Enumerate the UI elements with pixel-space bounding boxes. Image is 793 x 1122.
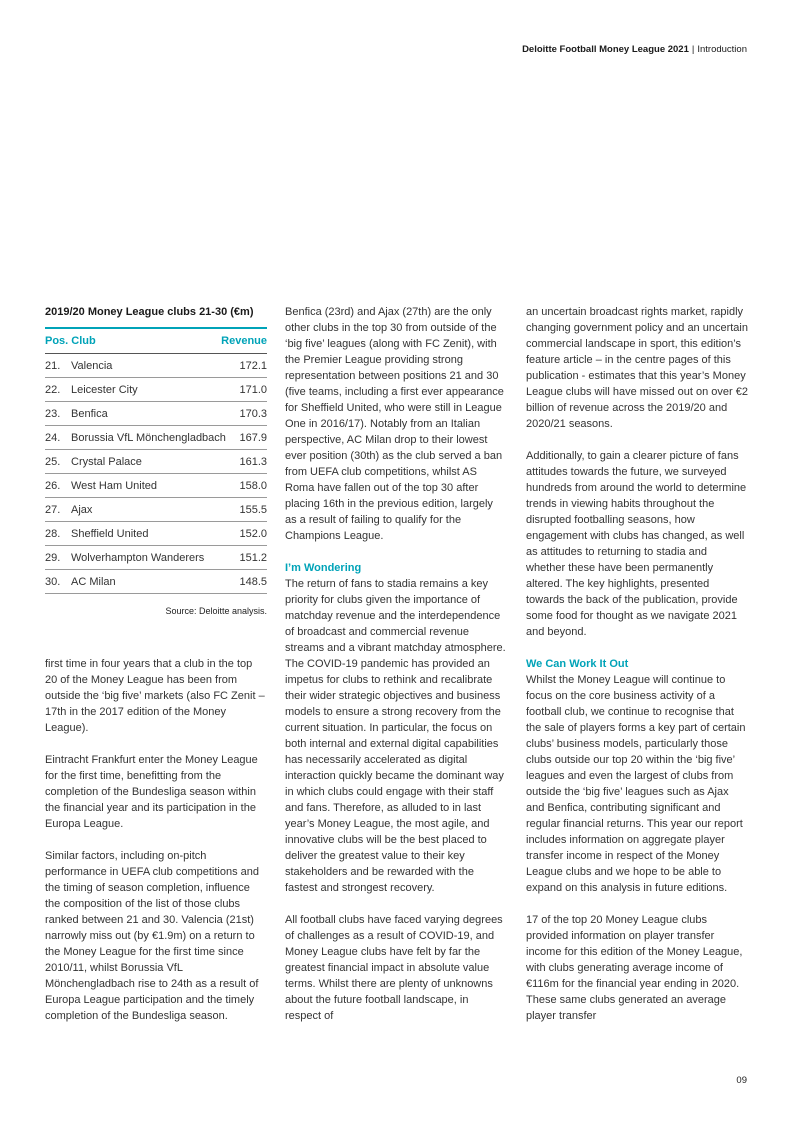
- row-revenue: 158.0: [239, 479, 267, 492]
- table-row: [45, 354, 267, 378]
- row-revenue: 170.3: [239, 407, 267, 420]
- table-row: [45, 546, 267, 570]
- column-1: [45, 656, 267, 1040]
- paragraph: first time in four years that a club in the top 20 of the Money League has been from outside the ‘big five’ markets (also FC Zenit – 17th in the 2017 edition of the Money League).: [45, 658, 265, 734]
- table-body: [45, 354, 267, 594]
- row-club: Borussia VfL Mönchengladbach: [71, 431, 226, 444]
- table-source: Source: Deloitte analysis.: [165, 606, 267, 616]
- revenue-table: [45, 304, 267, 616]
- row-club: AC Milan: [71, 575, 116, 588]
- table-row: [45, 450, 267, 474]
- paragraph: Additionally, to gain a clearer picture of fans attitudes towards the future, we surveyed hundreds from around the world to determine trends in viewing habits throughout the disrupted footballing seasons, how engagement with clubs has changed, as well as attitudes to returning to stadia and whether these have been permanently altered. The key highlights, presented towards the back of the publication, provide some food for thought as we navigate 2021 and beyond.: [526, 450, 747, 638]
- column-3: [526, 304, 748, 1040]
- table-header-row: [45, 329, 267, 354]
- row-club: Ajax: [71, 503, 93, 516]
- row-club: Leicester City: [71, 383, 138, 396]
- row-revenue: 171.0: [239, 383, 267, 396]
- row-position: 30.: [45, 575, 61, 588]
- row-club: Valencia: [71, 359, 113, 372]
- paragraph: Benfica (23rd) and Ajax (27th) are the only other clubs in the top 30 from outside of the ‘big five’ leagues (along with FC Zenit), with the Premier League providing strong representation between positions 21 and 30 (five teams, including a first ever appearance for Sheffield United, who were still in League One in 2016/17). Notably from an Italian perspective, AC Milan drop to their lowest ever position (30th) as the club served a ban from UEFA club competitions, whilst AS Roma have fallen out of the top 30 after placing 16th in the previous edition, largely as a result of failing to qualify for the Champions League.: [285, 306, 504, 542]
- table-row: [45, 402, 267, 426]
- page-header: [522, 44, 747, 55]
- row-club: Crystal Palace: [71, 455, 142, 468]
- paragraph: The return of fans to stadia remains a key priority for clubs given the importance of matchday revenue and the interdependence of broadcast and commercial revenue streams and a vibrant matchday atmosphere. The COVID-19 pandemic has provided an impetus for clubs to rethink and recalibrate their wider strategic objectives and business models to ensure a strong recovery from the current situation. In particular, the focus on both internal and external digital capabilities has necessarily accelerated as digital interaction quickly became the dominant way in which clubs could engage with their staff and fans. Therefore, as alluded to in last year’s Money League, the most agile, and innovative clubs will be the best placed to deliver the greatest value to their key stakeholders and be rewarded with the fastest and strongest recovery.: [285, 578, 506, 894]
- row-position: 29.: [45, 551, 61, 564]
- table-row: [45, 474, 267, 498]
- table-row: [45, 426, 267, 450]
- row-club: West Ham United: [71, 479, 157, 492]
- row-revenue: 155.5: [239, 503, 267, 516]
- col-header-pos-club: Pos. Club: [45, 335, 96, 347]
- row-position: 23.: [45, 407, 61, 420]
- row-revenue: 152.0: [239, 527, 267, 540]
- table-row: [45, 498, 267, 522]
- paragraph: Similar factors, including on-pitch performance in UEFA club competitions and the timing of season completion, influence the composition of the list of those clubs ranked between 21 and 30. Valencia (21st) narrowly miss out (by €1.9m) on a return to the Money League for the first time since 2010/11, whilst Borussia VfL Mönchengladbach rise to 24th as a result of Europa League participation and the timely completion of the Bundesliga season.: [45, 850, 260, 1022]
- row-position: 25.: [45, 455, 61, 468]
- row-revenue: 161.3: [239, 455, 267, 468]
- row-club: Wolverhampton Wanderers: [71, 551, 205, 564]
- row-revenue: 148.5: [239, 575, 267, 588]
- section-name: Introduction: [697, 44, 747, 55]
- section-heading: I’m Wondering: [285, 562, 362, 574]
- paragraph: All football clubs have faced varying degrees of challenges as a result of COVID-19, and Money League clubs have felt by far the greatest financial impact in absolute value terms. Whilst there are plenty of unknowns about the future football landscape, in respect of: [285, 914, 503, 1022]
- publication-title: Deloitte Football Money League 2021: [522, 44, 689, 55]
- paragraph: 17 of the top 20 Money League clubs provided information on player transfer income for this edition of the Money League, with clubs generating average income of €116m for the financial year ending in 2020. These same clubs generated an average player transfer: [526, 914, 743, 1022]
- row-club: Benfica: [71, 407, 108, 420]
- paragraph: an uncertain broadcast rights market, rapidly changing government policy and an uncertain commercial landscape in sport, this edition’s feature article – in the centre pages of this publication - estimates that this year’s Money League clubs will have missed out on over €2 billion of revenue across the 2019/20 and 2020/21 seasons.: [526, 306, 748, 430]
- row-club: Sheffield United: [71, 527, 149, 540]
- row-position: 26.: [45, 479, 61, 492]
- table-title: 2019/20 Money League clubs 21-30 (€m): [45, 304, 267, 329]
- page-number: 09: [736, 1075, 747, 1086]
- col-header-revenue: Revenue: [221, 335, 267, 347]
- row-revenue: 172.1: [239, 359, 267, 372]
- row-revenue: 167.9: [239, 431, 267, 444]
- row-position: 21.: [45, 359, 61, 372]
- table-row: [45, 378, 267, 402]
- row-position: 24.: [45, 431, 61, 444]
- column-2: [285, 304, 507, 1040]
- table-row: [45, 522, 267, 546]
- row-position: 22.: [45, 383, 61, 396]
- paragraph: Eintracht Frankfurt enter the Money League for the first time, benefitting from the completion of the Bundesliga season within the financial year and its participation in the Europa League.: [45, 754, 258, 830]
- header-separator: |: [691, 44, 695, 55]
- row-revenue: 151.2: [239, 551, 267, 564]
- paragraph: Whilst the Money League will continue to focus on the core business activity of a football club, we continue to recognise that the sale of players forms a key part of certain clubs’ business models, particularly those clubs outside our top 20 within the ‘big five’ leagues and even the largest of clubs from outside the ‘big five’ leagues such as Ajax and Benfica, contributing significant and regular financial returns. This year our report includes information on aggregate player transfer income in respect of the Money League clubs and we hope to be able to expand on this analysis in future editions.: [526, 674, 746, 894]
- row-position: 28.: [45, 527, 61, 540]
- section-heading: We Can Work It Out: [526, 658, 629, 670]
- table-row: [45, 570, 267, 594]
- row-position: 27.: [45, 503, 61, 516]
